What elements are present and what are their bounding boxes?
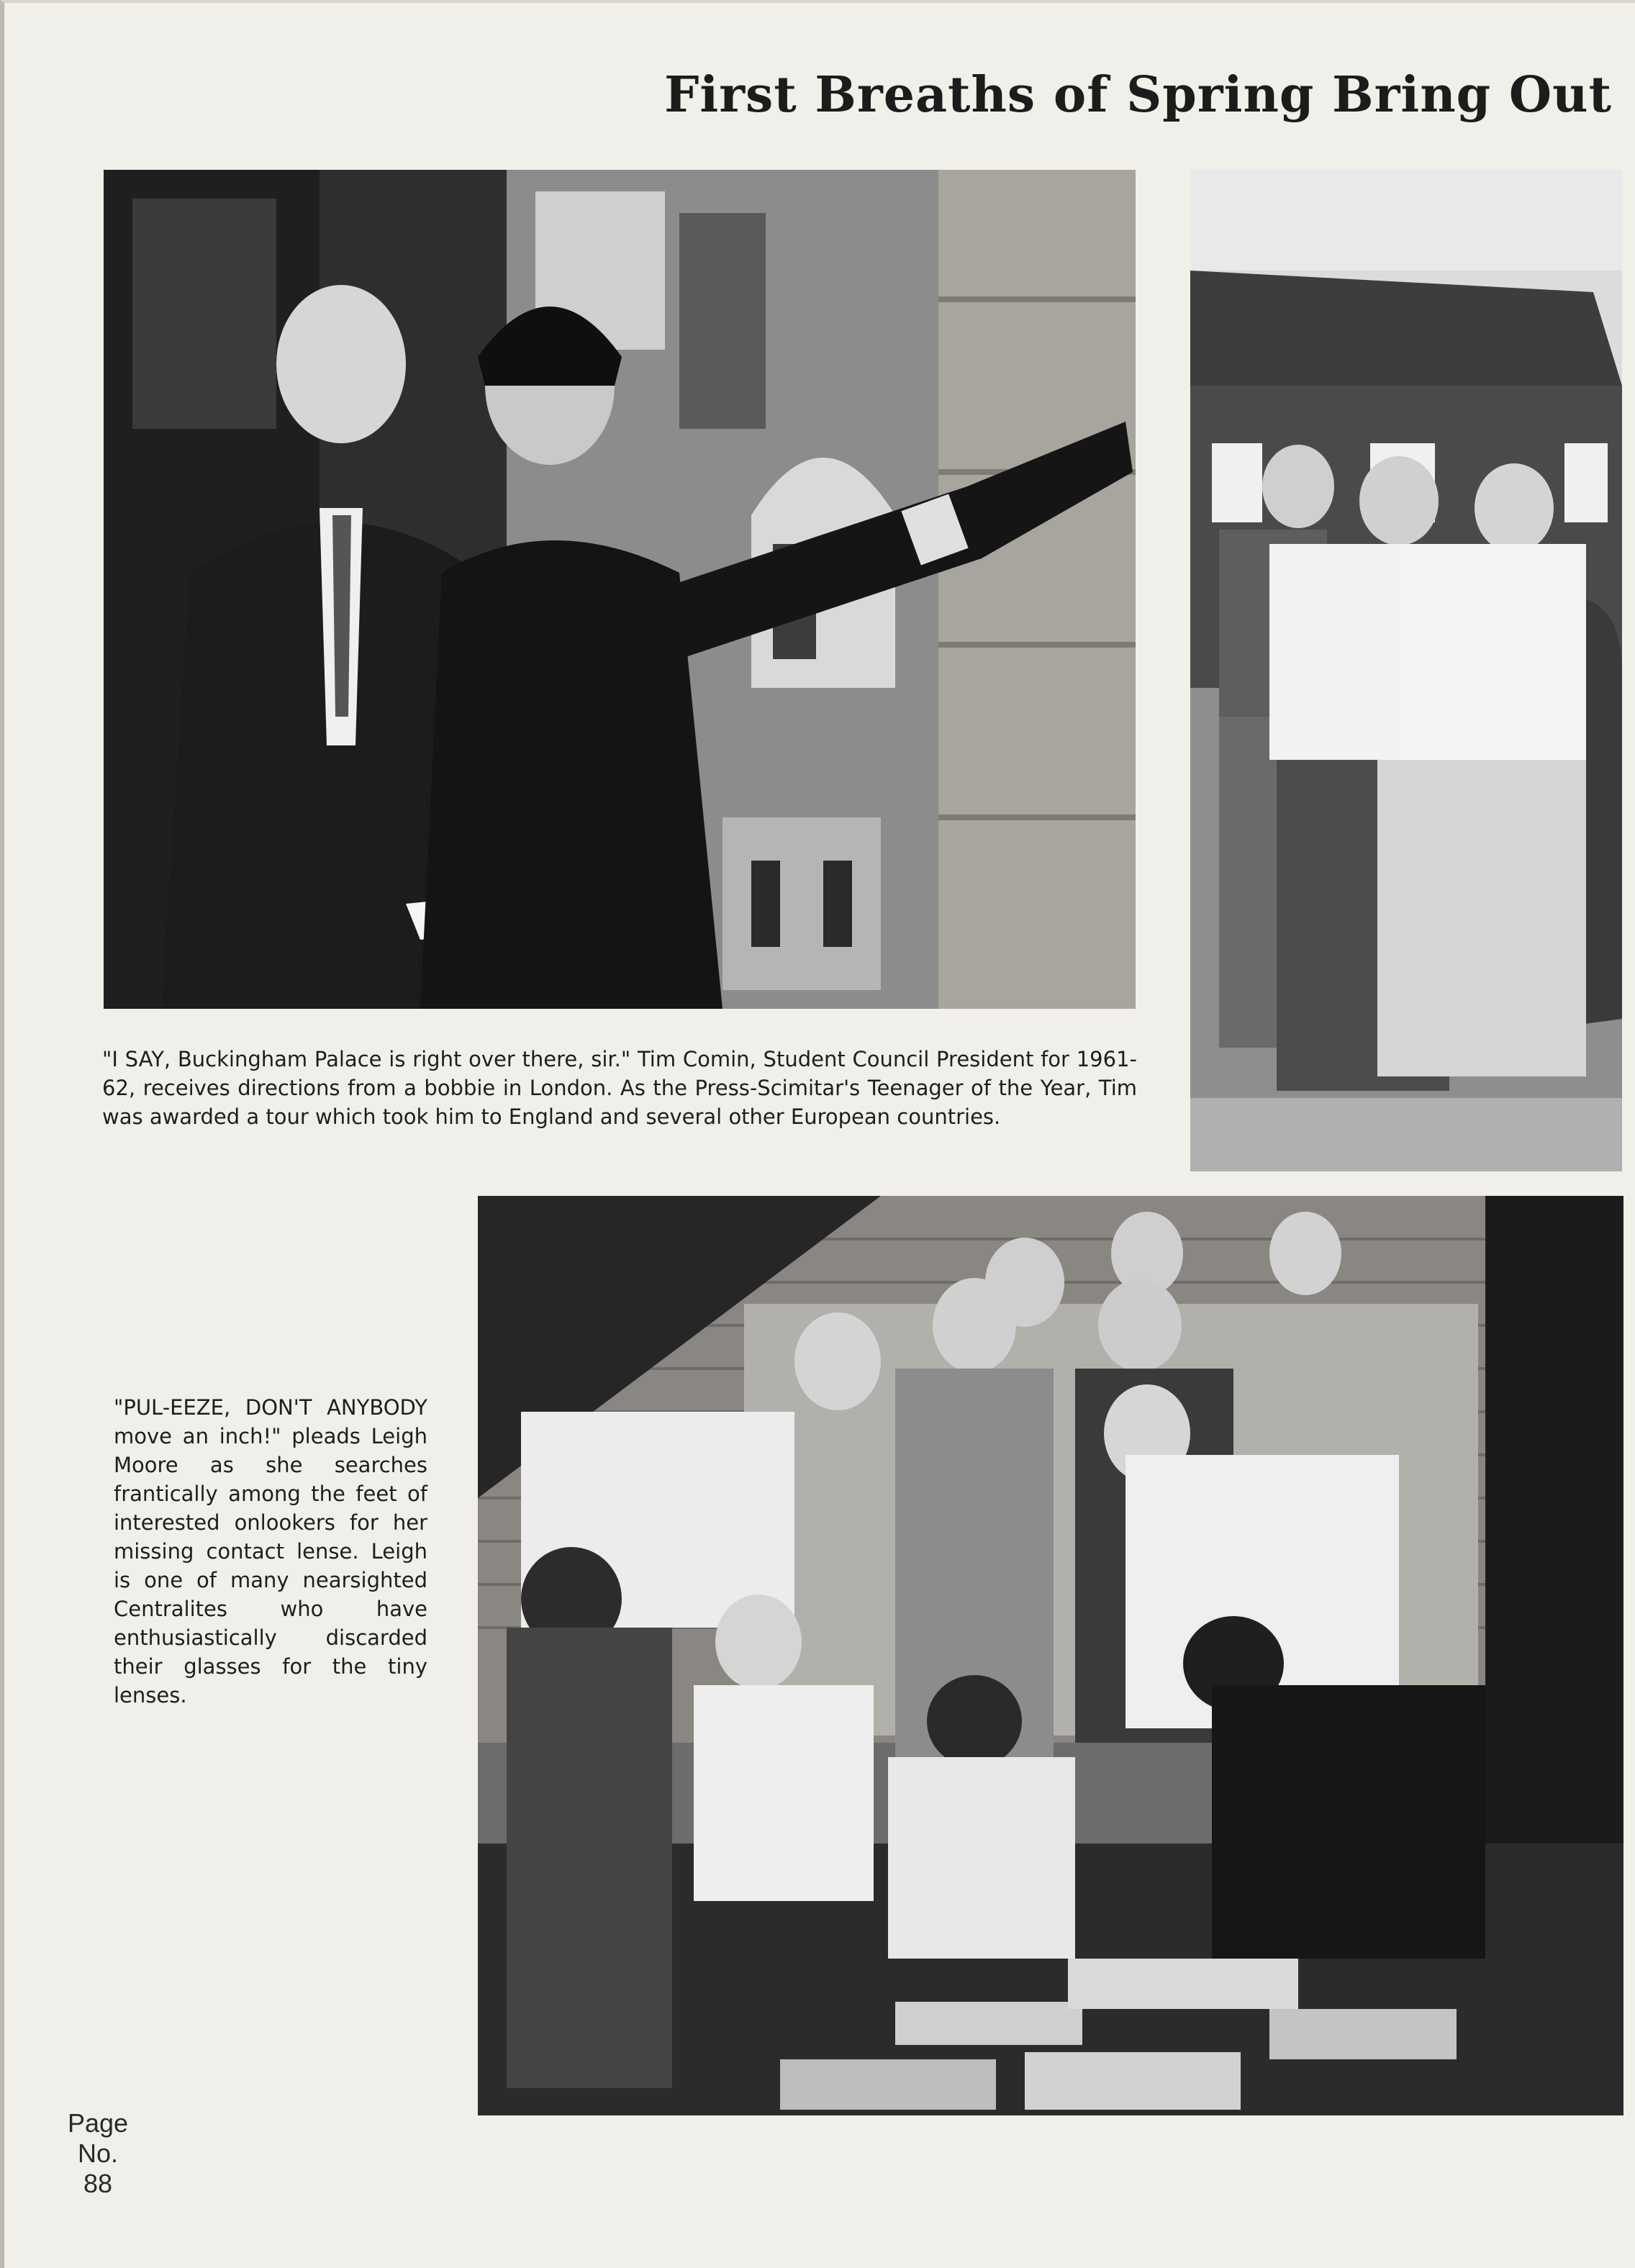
page-label: Page (67, 2108, 129, 2138)
car-photo-illustration (1190, 170, 1622, 1171)
page-number-value: 88 (83, 2169, 113, 2198)
lens-photo-illustration (478, 1196, 1623, 2115)
caption-contact-lens-photo: "PUL-EEZE, DON'T ANYBODY move an inch!" pleads Leigh Moore as she searches frantically among the feet of interested onlookers for her missing contact lense. Leigh is one of many nearsighted Centralites who have enthusiastically discarded their glasses for the tiny lenses. (114, 1395, 427, 1707)
london-photo-illustration (104, 170, 1136, 1009)
photo-pushing-car (1190, 170, 1622, 1171)
page-no-label: No. (77, 2138, 119, 2168)
caption-london-photo: "I SAY, Buckingham Palace is right over there, sir." Tim Comin, Student Council President for 1961-62, receives directions from a bobbie in London. As the Press-Scimitar's Teenager of the Year, Tim was awarded a tour which took him to England and several other European countries. (102, 1047, 1137, 1129)
photo-london-bobbie (104, 170, 1136, 1009)
photo-contact-lens-search (478, 1196, 1623, 2115)
page-number-block (62, 2108, 134, 2199)
page-headline: First Breaths of Spring Bring Out (664, 66, 1612, 124)
